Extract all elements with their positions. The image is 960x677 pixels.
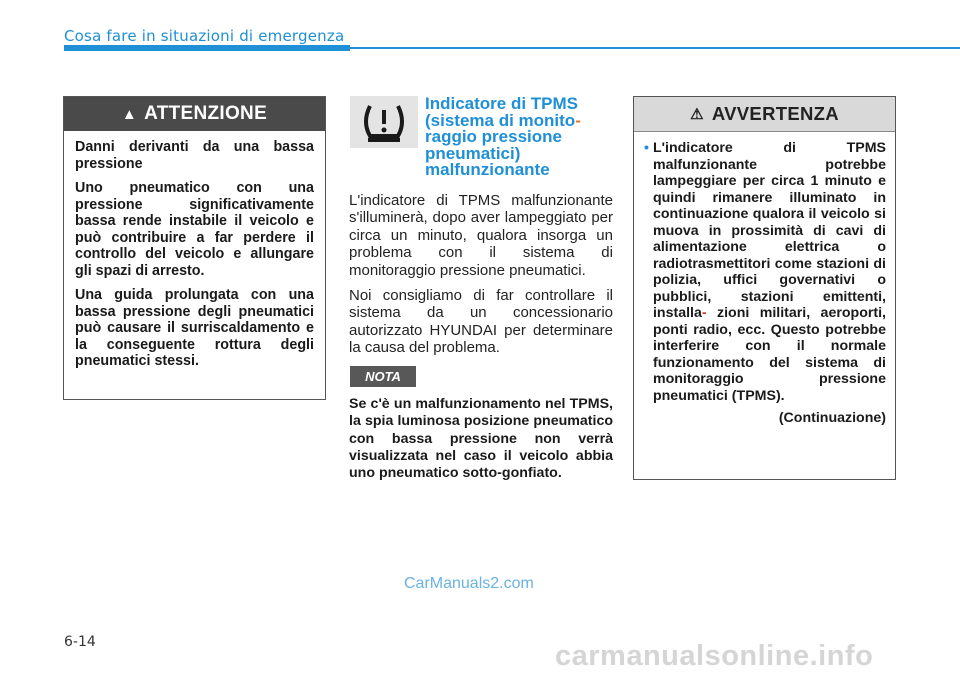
nota-badge: NOTA [350,366,416,387]
attenzione-header [64,97,325,131]
attenzione-paragraph: Danni derivanti da una bassa pressione [75,139,314,172]
attenzione-title: ATTENZIONE [144,103,268,124]
tpms-title-hyphen: - [575,110,581,130]
avvertenza-text-part: L'indicatore di TPMS malfunzionante potrebbe lampeggiare per circa 1 minuto e quindi rimanere illuminato in continuazione qualora il veicolo si muova in prossimità di cavi di alimentazione elettrica o radiotrasmettitori come stazioni di polizia, uffici governativi o pubblici, stazioni emittenti, installa [652,140,886,321]
bullet-dot-icon: • [644,140,649,156]
avvertenza-text-part: zioni militari, aeroporti, ponti radio, ecc. Questo potrebbe interferire con il normale funzionamento del sistema di monitoraggio pressione pneumatici (TPMS). [652,305,886,404]
avvertenza-bullet-item [644,140,886,404]
tpms-body [349,192,613,365]
tpms-title-line: raggio pressione [425,127,562,146]
section-title: Cosa fare in situazioni di emergenza [64,27,345,45]
tpms-malfunction-indicator-icon [350,96,418,148]
watermark-link: CarManuals2.com [404,575,534,592]
tpms-title [425,96,615,179]
avvertenza-title: AVVERTENZA [711,103,839,124]
attenzione-paragraph: Uno pneumatico con una pressione significativamente bassa rende instabile il veicolo e può contribuire a far perdere il controllo del veicolo e allungare gli spazi di arresto. [75,180,314,279]
tpms-title-line: pneumatici) [425,143,521,163]
attenzione-content [64,131,325,370]
attenzione-paragraph: Una guida prolungata con una bassa pressione degli pneumatici può causare il surriscaldamento e la conseguente rottura degli pneumatici stessi. [75,287,314,369]
header-accent-bar [64,45,350,51]
tpms-paragraph: L'indicatore di TPMS malfunzionante s'illuminerà, dopo aver lampeggiato per circa un minuto, qualora insorga un problema con il sistema di monitoraggio pressione pneumatici. [349,192,613,279]
footer-watermark: carmanualsonline.info [555,640,874,672]
avvertenza-content [634,132,895,427]
tpms-title-line: Indicatore di TPMS [425,94,579,113]
page-number: 6-14 [64,634,96,650]
avvertenza-bullet-text [653,140,886,404]
attenzione-box [63,96,326,400]
continuation-label: (Continuazione) [778,410,886,426]
tpms-title-line: malfunzionante [425,160,550,179]
nota-text: Se c'è un malfunzionamento nel TPMS, la spia luminosa posizione pneumatico con bassa pressione non verrà visualizzata nel caso il veicolo abbia uno pneumatico sotto-gonfiato. [349,396,613,482]
tpms-paragraph: Noi consigliamo di far controllare il sistema da un concessionario autorizzato HYUNDAI per determinare la causa del problema. [349,287,613,357]
avvertenza-hyphen: - [701,305,707,321]
warning-triangle-icon: ▲ [121,105,138,123]
avvertenza-header [634,97,895,132]
warning-triangle-icon: ⚠ [690,106,704,123]
avvertenza-box [633,96,896,480]
tpms-title-text: (sistema di monito [425,110,576,130]
header-rule [350,47,960,49]
